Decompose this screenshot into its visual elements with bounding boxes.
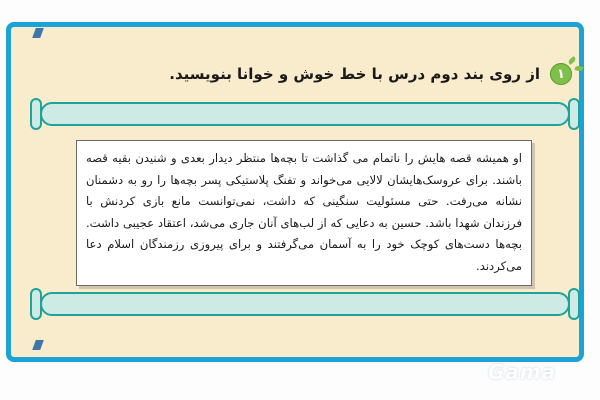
exercise-instruction: از روی بند دوم درس با خط خوش و خوانا بنویسید.: [169, 65, 540, 83]
scroll-tab-bottom-right: [568, 288, 580, 320]
scroll-bar-bottom: [40, 292, 570, 316]
scroll-tab-top-right: [568, 98, 580, 130]
scroll-bar-top: [40, 102, 570, 126]
scroll-tab-top-left: [30, 98, 42, 130]
watermark-logo: Gama: [488, 360, 557, 384]
exercise-number-badge: ۱: [550, 63, 572, 85]
passage-text: او همیشه قصه هایش را ناتمام می گذاشت تا بچه‌ها منتظر دیدار بعدی و شنیدن بقیه قصه باشند. برای عروسک‌هایشان لالایی می‌خواند و تفنگ پلاستیکی پسر بچه‌ها را رو به دشمنان نشانه می‌رفت. حتی مسئولیت سنگینی که داشت، نمی‌توانست مانع بازی کردنش با فرزندان شهدا باشد. حسین به دعایی که از لب‌های آنان جاری می‌شد، اعتقاد عجیبی داشت. بچه‌ها دست‌های کوچک خود را به آسمان می‌گرفتند و برای پیروزی رزمندگان اسلام دعا می‌کردند.: [86, 151, 522, 273]
scroll-tab-bottom-left: [30, 288, 42, 320]
